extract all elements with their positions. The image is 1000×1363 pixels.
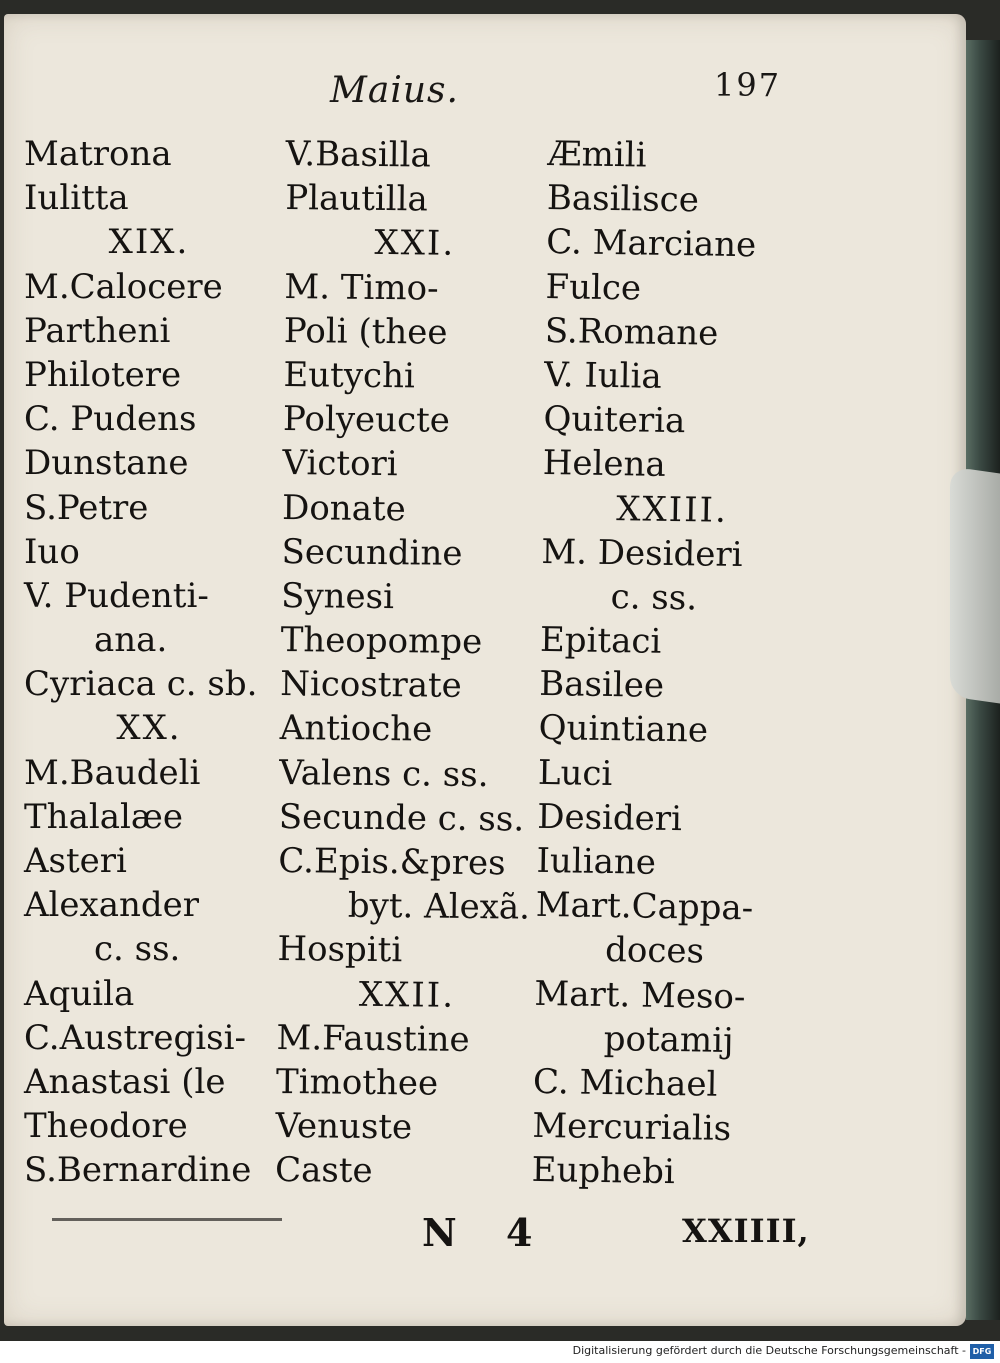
calendar-entry: Philotere: [24, 354, 182, 395]
calendar-entry: Plautilla: [285, 178, 428, 220]
calendar-entry: XX.: [116, 708, 182, 749]
calendar-entry: V. Pudenti-: [24, 575, 209, 616]
calendar-entry: Nicostrate: [280, 664, 462, 707]
calendar-entry: Eutychi: [283, 354, 416, 397]
calendar-entry: Dunstane: [24, 443, 189, 484]
calendar-entry: Basilisce: [546, 178, 700, 221]
calendar-entry: Secundine: [281, 531, 463, 574]
calendar-entry: M. Timo-: [284, 266, 439, 309]
column-2: [275, 132, 546, 1195]
calendar-entry: Anastasi (le: [24, 1061, 226, 1102]
calendar-entry: C. Michael: [532, 1061, 718, 1105]
calendar-entry: Poli (thee: [283, 310, 448, 353]
calendar-entry: XXI.: [374, 223, 456, 265]
calendar-entry: Polyeucte: [282, 399, 451, 441]
column-3: [531, 132, 808, 1196]
calendar-entry: C. Pudens: [24, 399, 197, 440]
dfg-logo-icon: DFG: [970, 1344, 994, 1359]
calendar-entry: Quintiane: [538, 708, 709, 752]
calendar-entry: M.Baudeli: [24, 752, 201, 793]
calendar-entry: Helena: [542, 443, 667, 486]
signature-mark: N 4: [422, 1210, 551, 1255]
calendar-entry: Secunde c. ss.: [278, 796, 525, 840]
calendar-entry: Aquila: [24, 973, 135, 1014]
calendar-entry: S.Bernardine: [24, 1150, 252, 1191]
calendar-entry: XXII.: [358, 974, 456, 1016]
column-1: [24, 132, 274, 1193]
calendar-entry: Synesi: [280, 575, 395, 618]
credit-text: Digitalisierung gefördert durch die Deutsche Forschungsgemeinschaft -: [572, 1344, 966, 1357]
calendar-entry: C.Epis.&pres: [278, 840, 506, 884]
calendar-entry: Iuliane: [536, 840, 657, 883]
calendar-entry: Euphebi: [531, 1150, 676, 1193]
calendar-entry: Antioche: [279, 708, 433, 751]
calendar-entry: Venuste: [275, 1106, 413, 1148]
calendar-entry: Iuo: [24, 531, 80, 572]
calendar-entry: Quiteria: [543, 399, 686, 442]
calendar-entry: Valens c. ss.: [279, 752, 489, 795]
catchword: XXIIII,: [682, 1212, 810, 1250]
calendar-entry: Iulitta: [24, 178, 129, 219]
bottom-rule: [52, 1218, 282, 1221]
credit-bar: [0, 1341, 1000, 1363]
page-number: 197: [714, 66, 782, 104]
calendar-entry: Matrona: [24, 134, 172, 174]
calendar-entry: Mart.Cappa-: [535, 885, 754, 929]
calendar-entry: C. Marciane: [545, 222, 757, 266]
calendar-entry: XIX.: [108, 222, 190, 263]
calendar-entry: Partheni: [24, 310, 171, 351]
calendar-entry: Caste: [274, 1150, 373, 1192]
calendar-entry: Fulce: [545, 266, 642, 309]
calendar-entry: Cyriaca c. sb.: [24, 664, 258, 705]
calendar-entry: c. ss.: [94, 929, 181, 970]
calendar-entry: Asteri: [24, 841, 127, 881]
calendar-entry: doces: [604, 930, 705, 972]
calendar-entry: S.Petre: [24, 487, 149, 528]
calendar-entry: Basilee: [539, 664, 665, 707]
calendar-entry: ana.: [94, 620, 168, 661]
calendar-entry: M.Faustine: [276, 1017, 470, 1060]
calendar-entry: potamij: [603, 1018, 734, 1061]
calendar-entry: XXIII.: [616, 488, 729, 531]
calendar-entry: byt. Alexã.: [347, 885, 531, 928]
calendar-entry: Æmili: [547, 133, 647, 176]
calendar-entry: Mercurialis: [532, 1106, 732, 1150]
calendar-entry: V.Basilla: [285, 133, 431, 176]
bookmark-strip: [950, 466, 1000, 703]
calendar-entry: Mart. Meso-: [534, 973, 746, 1017]
calendar-entry: S.Romane: [544, 310, 719, 354]
calendar-entry: Hospiti: [277, 929, 403, 971]
calendar-entry: Desideri: [536, 796, 683, 839]
calendar-entry: M.Calocere: [24, 266, 223, 307]
calendar-entry: Timothee: [275, 1061, 439, 1104]
calendar-entry: Alexander: [24, 885, 200, 926]
calendar-entry: Thalalæe: [24, 796, 183, 837]
calendar-entry: Theopompe: [280, 620, 483, 663]
running-head: Maius.: [330, 70, 459, 111]
calendar-entry: c. ss.: [610, 576, 698, 619]
calendar-entry: Donate: [281, 487, 406, 529]
calendar-entry: Theodore: [24, 1106, 188, 1147]
calendar-entry: V. Iulia: [543, 354, 663, 397]
calendar-entry: C.Austregisi-: [24, 1017, 246, 1058]
calendar-entry: Epitaci: [539, 620, 662, 662]
calendar-entry: M. Desideri: [541, 531, 743, 575]
calendar-entry: Victori: [282, 443, 398, 485]
calendar-entry: Luci: [537, 752, 613, 794]
